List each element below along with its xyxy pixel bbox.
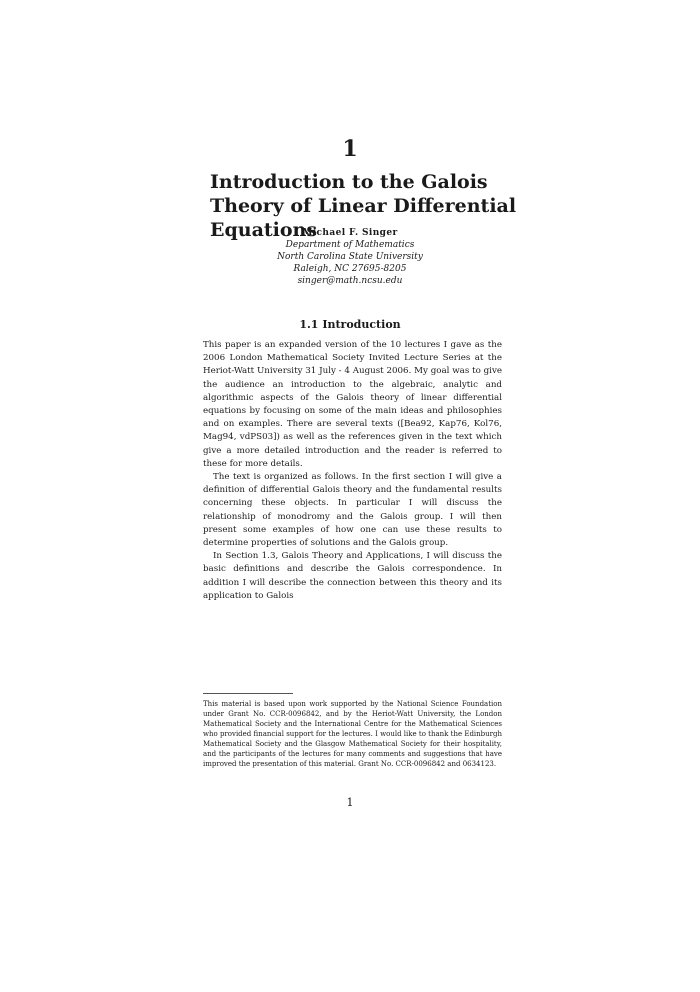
- page-number: 1: [346, 796, 354, 809]
- section-title: Introduction: [322, 318, 401, 331]
- author-department: Department of Mathematics: [285, 240, 415, 250]
- author-address: Raleigh, NC 27695-8205: [293, 264, 407, 274]
- paragraph: This paper is an expanded version of the 10 lectures I gave as the 2006 London Mathematical Society Invited Lecture Series at the Heriot-Watt University 31 July - 4 August 2006. My goal was to give the audience an introduction to the algebraic, analytic and algorithmic aspects of the Galois theory of linear differential equations by focusing on some of the main ideas and philosophies and on examples. There are several texts ([Bea92, Kap76, Kol76, Mag94, vdPS03]) as well as the references given in the text which give a more detailed introduction and the reader is referred to these for more details.: [203, 340, 502, 469]
- section-number: 1.1: [299, 318, 319, 331]
- author-name: Michael F. Singer: [302, 228, 398, 238]
- author-email: singer@math.ncsu.edu: [297, 276, 403, 286]
- author-block: [0, 227, 700, 287]
- footnote-rule: [203, 693, 293, 694]
- author-university: North Carolina State University: [277, 252, 423, 262]
- chapter-number: 1: [342, 136, 358, 162]
- paragraph: The text is organized as follows. In the first section I will give a definition of differential Galois theory and the fundamental results concerning these objects. In particular I will discuss the relationship of monodromy and the Galois group. I will then present some examples of how one can use these results to determine properties of solutions and the Galois group.: [203, 472, 502, 549]
- body-text: [203, 339, 502, 603]
- chapter-title: Introduction to the Galois Theory of Linear Differential Equations: [210, 171, 517, 241]
- section-heading: [0, 318, 700, 331]
- footnote: This material is based upon work supported by the National Science Foundation under Grant No. CCR-0096842, and by the Heriot-Watt University, the London Mathematical Society and the International Centre for the Mathematical Sciences who provided financial support for the lectures. I would like to thank the Edinburgh Mathematical Society and the Glasgow Mathematical Society for their hospitality, and the participants of the lectures for many comments and suggestions that have improved the presentation of this material. Grant No. CCR-0096842 and 0634123.: [203, 700, 502, 768]
- paragraph: In Section 1.3, Galois Theory and Applications, I will discuss the basic definitions and describe the Galois correspondence. In addition I will describe the connection between this theory and its application to Galois: [203, 551, 502, 601]
